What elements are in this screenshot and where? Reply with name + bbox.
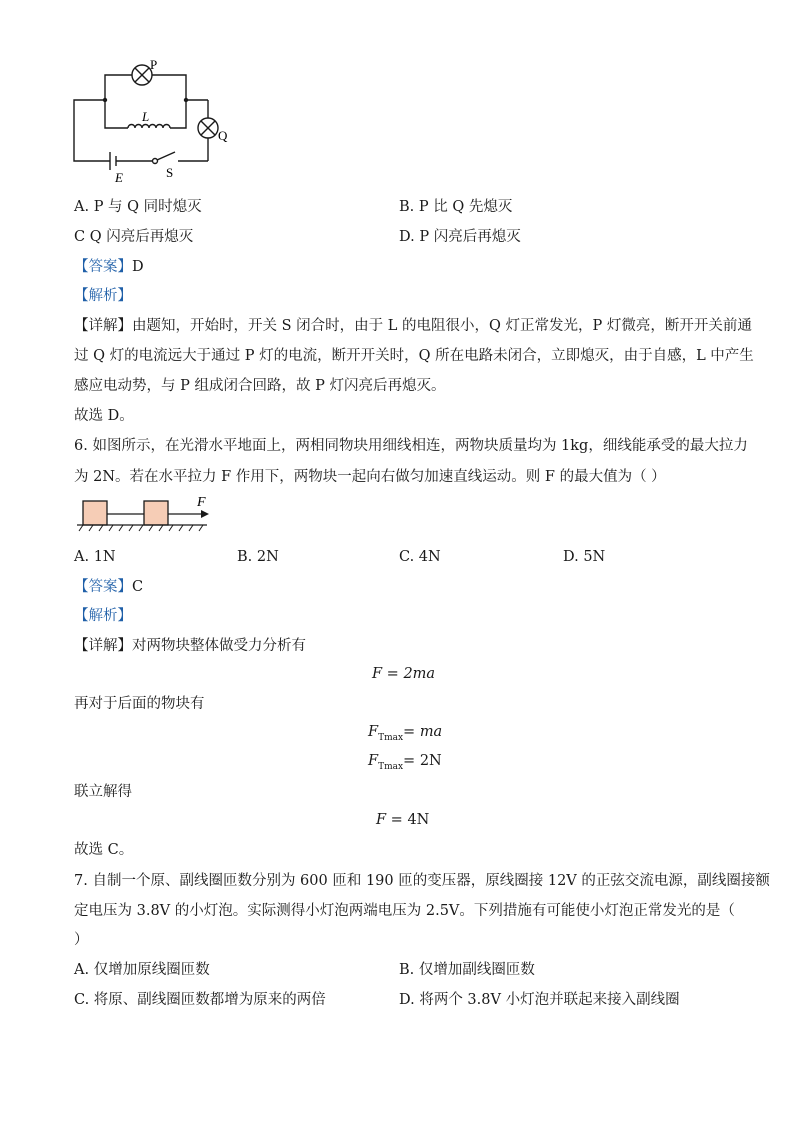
equation-1: F = 2ma xyxy=(372,666,436,682)
q6-solve-text: 联立解得 xyxy=(74,784,132,800)
q6-analysis-tag: 【解析】 xyxy=(74,608,132,624)
q7-stem-line1: 7. 自制一个原、副线圈匝数分别为 600 匝和 190 匝的变压器，原线圈接 12V 的正弦交流电源，副线圈接额 xyxy=(74,873,770,889)
q5-detail-line1: 【详解】由题知，开始时，开关 S 闭合时，由于 L 的电阻很小，Q 灯正常发光，P 灯微亮，断开开关前通 xyxy=(74,318,752,334)
label-p: P xyxy=(150,57,158,72)
q5-option-d: D. P 闪亮后再熄灭 xyxy=(399,229,521,245)
q6-conclusion: 故选 C。 xyxy=(74,842,134,858)
q6-option-d: D. 5N xyxy=(563,549,606,565)
q5-conclusion: 故选 D。 xyxy=(74,408,134,424)
q5-detail-line2: 过 Q 灯的电流远大于通过 P 灯的电流，断开开关时，Q 所在电路未闭合，立即熄灭，由于自感，L 中产生 xyxy=(74,348,754,364)
q6-answer: 【答案】C xyxy=(74,579,144,595)
q5-option-c: C Q 闪亮后再熄灭 xyxy=(74,229,194,245)
q5-answer: 【答案】D xyxy=(74,259,144,275)
label-q: Q xyxy=(218,128,228,143)
equation-3: $F_{Tmax}= 2N$ xyxy=(368,753,442,772)
q6-option-b: B. 2N xyxy=(237,549,279,565)
q6-detail: 【详解】对两物块整体做受力分析有 xyxy=(74,638,306,654)
equation-2: $F_{Tmax}=$ ma xyxy=(368,724,443,743)
q5-analysis-tag: 【解析】 xyxy=(74,288,132,304)
q6-option-a: A. 1N xyxy=(74,549,116,565)
q7-option-a: A. 仅增加原线圈匝数 xyxy=(74,962,210,978)
q6-stem-line2: 为 2N。若在水平拉力 F 作用下，两物块一起向右做匀加速直线运动。则 F 的最大值为（ ） xyxy=(74,469,666,485)
q7-option-d: D. 将两个 3.8V 小灯泡并联起来接入副线圈 xyxy=(399,992,680,1008)
q6-option-c: C. 4N xyxy=(399,549,441,565)
q5-detail-line3: 感应电动势，与 P 组成闭合回路，故 P 灯闪亮后再熄灭。 xyxy=(74,378,446,394)
q7-option-b: B. 仅增加副线圈匝数 xyxy=(399,962,535,978)
label-l: L xyxy=(142,109,150,124)
equation-4: F = 4N xyxy=(376,812,430,828)
q6-stem-line1: 6. 如图所示，在光滑水平地面上，两相同物块用细线相连，两物块质量均为 1kg，细线能承受的最大拉力 xyxy=(74,438,748,454)
label-s: S xyxy=(166,165,174,180)
circuit-figure xyxy=(60,55,240,185)
blocks-figure xyxy=(75,490,215,535)
q7-option-c: C. 将原、副线圈匝数都增为原来的两倍 xyxy=(74,992,326,1008)
label-e: E xyxy=(115,170,123,185)
q6-after-eq1: 再对于后面的物块有 xyxy=(74,696,205,712)
q7-stem-line2: 定电压为 3.8V 的小灯泡。实际测得小灯泡两端电压为 2.5V。下列措施有可能使小灯泡正常发光的是（ xyxy=(74,903,735,919)
q7-stem-line3: ） xyxy=(74,932,89,948)
q5-option-b: B. P 比 Q 先熄灭 xyxy=(399,199,513,215)
label-f: F xyxy=(197,495,206,510)
q5-option-a: A. P 与 Q 同时熄灭 xyxy=(74,199,202,215)
